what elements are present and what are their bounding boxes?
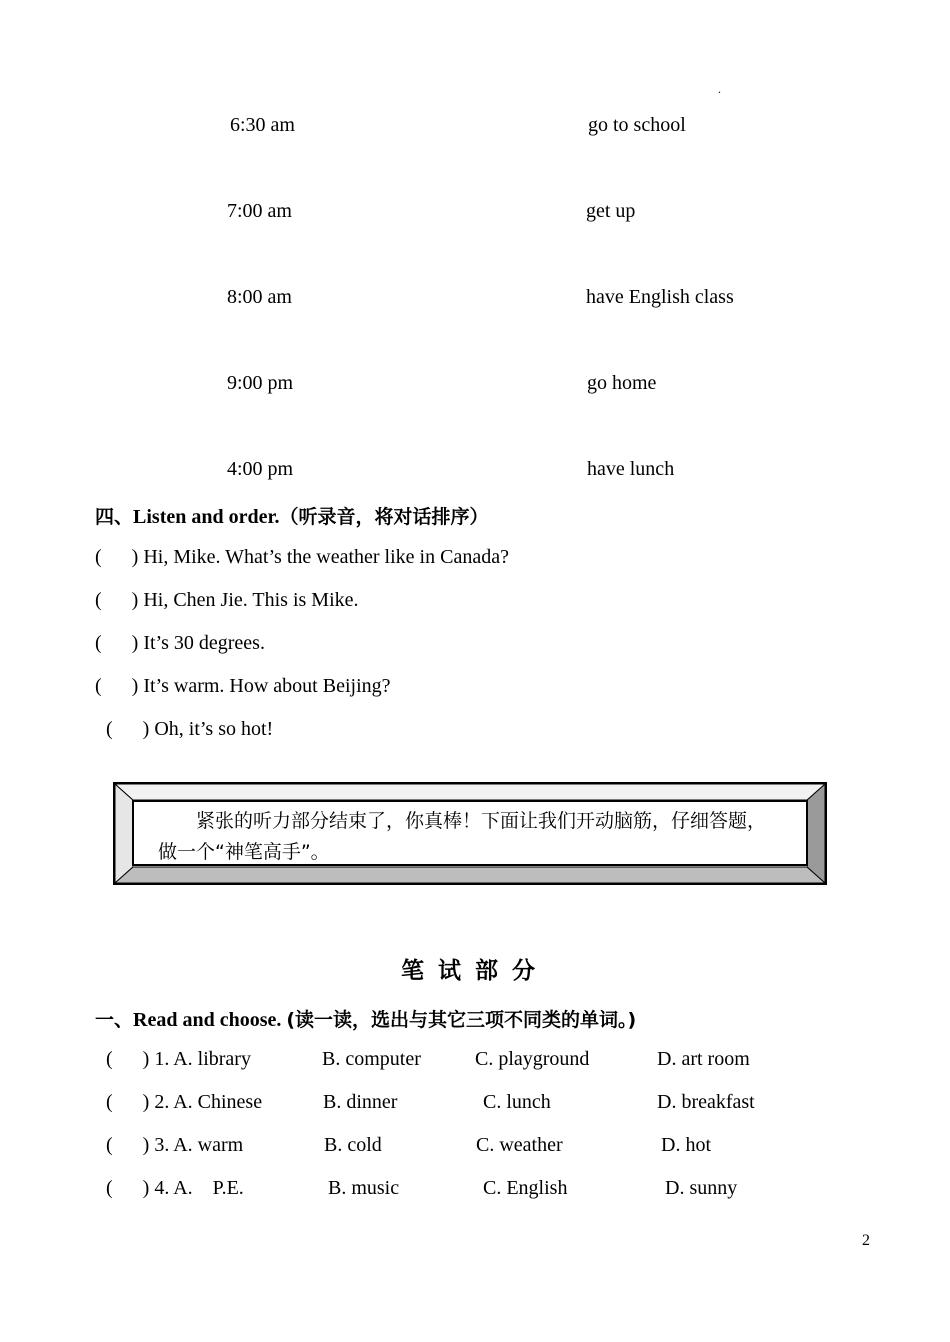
option-c: C. weather	[476, 1134, 563, 1156]
section1-number: 一、	[95, 1009, 134, 1031]
schedule-activity: go home	[587, 372, 657, 394]
option-b: B. computer	[322, 1048, 421, 1070]
option-b: B. cold	[324, 1134, 382, 1156]
schedule-time: 4:00 pm	[227, 458, 294, 480]
schedule-activity: have lunch	[587, 458, 675, 480]
note-text: 紧张的听力部分结束了，你真棒！下面让我们开动脑筋，仔细答题，做一个“神笔高手”。	[158, 810, 767, 863]
option-b: B. music	[328, 1177, 400, 1199]
section1-title-en: Read and choose.	[133, 1009, 282, 1031]
section4-number: 四、	[95, 506, 134, 528]
option-d: D. breakfast	[657, 1091, 755, 1113]
schedule-time: 9:00 pm	[227, 372, 294, 394]
schedule-activity: go to school	[588, 114, 686, 136]
question-with-option-a: ( ) 3. A. warm	[106, 1134, 244, 1156]
dialogue-item: ( ) It’s warm. How about Beijing?	[95, 675, 391, 697]
schedule-time: 6:30 am	[230, 114, 295, 136]
top-dot: .	[718, 82, 721, 96]
option-c: C. lunch	[483, 1091, 551, 1113]
question-with-option-a: ( ) 4. A. P.E.	[106, 1177, 244, 1199]
schedule-activity: get up	[586, 200, 636, 222]
option-b: B. dinner	[323, 1091, 398, 1113]
section1-title-cn: (读一读，选出与其它三项不同类的单词。)	[286, 1009, 637, 1031]
written-section-title: 笔试部分	[401, 958, 549, 984]
option-c: C. playground	[475, 1048, 590, 1070]
question-with-option-a: ( ) 2. A. Chinese	[106, 1091, 263, 1113]
schedule-time: 8:00 am	[227, 286, 292, 308]
option-d: D. art room	[657, 1048, 750, 1070]
schedule-activity: have English class	[586, 286, 734, 308]
schedule-time: 7:00 am	[227, 200, 292, 222]
option-c: C. English	[483, 1177, 568, 1199]
option-d: D. sunny	[665, 1177, 738, 1199]
section1-heading	[95, 1005, 636, 1032]
section4-heading	[95, 502, 489, 529]
dialogue-item: ( ) It’s 30 degrees.	[95, 632, 265, 654]
section4-title-cn: （听录音，将对话排序）	[279, 506, 489, 528]
note-box	[132, 800, 808, 866]
dialogue-item: ( ) Hi, Chen Jie. This is Mike.	[95, 589, 359, 611]
question-with-option-a: ( ) 1. A. library	[106, 1048, 251, 1070]
option-d: D. hot	[661, 1134, 711, 1156]
page-number: 2	[862, 1232, 870, 1249]
dialogue-item: ( ) Oh, it’s so hot!	[106, 718, 274, 740]
dialogue-item: ( ) Hi, Mike. What’s the weather like in Canada?	[95, 546, 509, 568]
section4-title-en: Listen and order.	[133, 506, 280, 528]
